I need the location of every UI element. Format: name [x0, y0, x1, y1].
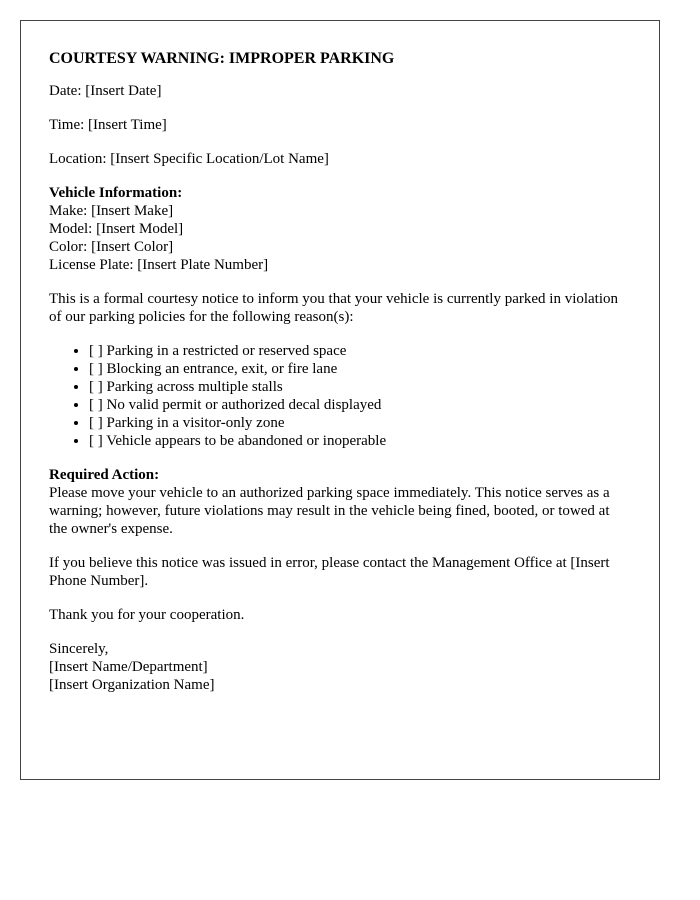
violation-reason-item: • [ ] Parking in a visitor-only zone: [89, 414, 631, 432]
closing-organization: [Insert Organization Name]: [49, 677, 215, 693]
violation-reason-item: • [ ] Parking in a restricted or reserved space: [89, 342, 631, 360]
violation-reasons-list: [49, 342, 631, 450]
time-line: Time: [Insert Time]: [49, 117, 167, 133]
notice-document: [20, 20, 660, 780]
thanks-paragraph: Thank you for your cooperation.: [49, 607, 245, 623]
vehicle-make: Make: [Insert Make]: [49, 203, 174, 219]
closing-signature: [49, 640, 631, 694]
violation-reason-item: • [ ] Blocking an entrance, exit, or fire lane: [89, 360, 631, 378]
required-action: [49, 466, 631, 538]
vehicle-model: Model: [Insert Model]: [49, 221, 184, 237]
closing-name: [Insert Name/Department]: [49, 659, 208, 675]
violation-reason-item: • [ ] Parking across multiple stalls: [89, 378, 631, 396]
required-action-text: Please move your vehicle to an authorized parking space immediately. This notice serves as a warning; however, future violations may result in the vehicle being fined, booted, or towed at the owner's expense.: [49, 485, 610, 537]
vehicle-license-plate: License Plate: [Insert Plate Number]: [49, 257, 269, 273]
violation-reason-item: • [ ] Vehicle appears to be abandoned or inoperable: [89, 432, 631, 450]
intro-paragraph: This is a formal courtesy notice to inform you that your vehicle is currently parked in violation of our parking policies for the following reason(s):: [49, 291, 619, 325]
location-line: Location: [Insert Specific Location/Lot Name]: [49, 151, 329, 167]
required-action-heading: Required Action:: [49, 467, 160, 483]
contact-paragraph: If you believe this notice was issued in error, please contact the Management Office at [Insert Phone Number].: [49, 555, 610, 589]
vehicle-information: [49, 184, 631, 274]
closing-salutation: Sincerely,: [49, 641, 109, 657]
date-line: Date: [Insert Date]: [49, 83, 162, 99]
violation-reason-item: • [ ] No valid permit or authorized decal displayed: [89, 396, 631, 414]
vehicle-color: Color: [Insert Color]: [49, 239, 174, 255]
vehicle-information-heading: Vehicle Information:: [49, 185, 183, 201]
notice-title: COURTESY WARNING: IMPROPER PARKING: [49, 50, 395, 67]
